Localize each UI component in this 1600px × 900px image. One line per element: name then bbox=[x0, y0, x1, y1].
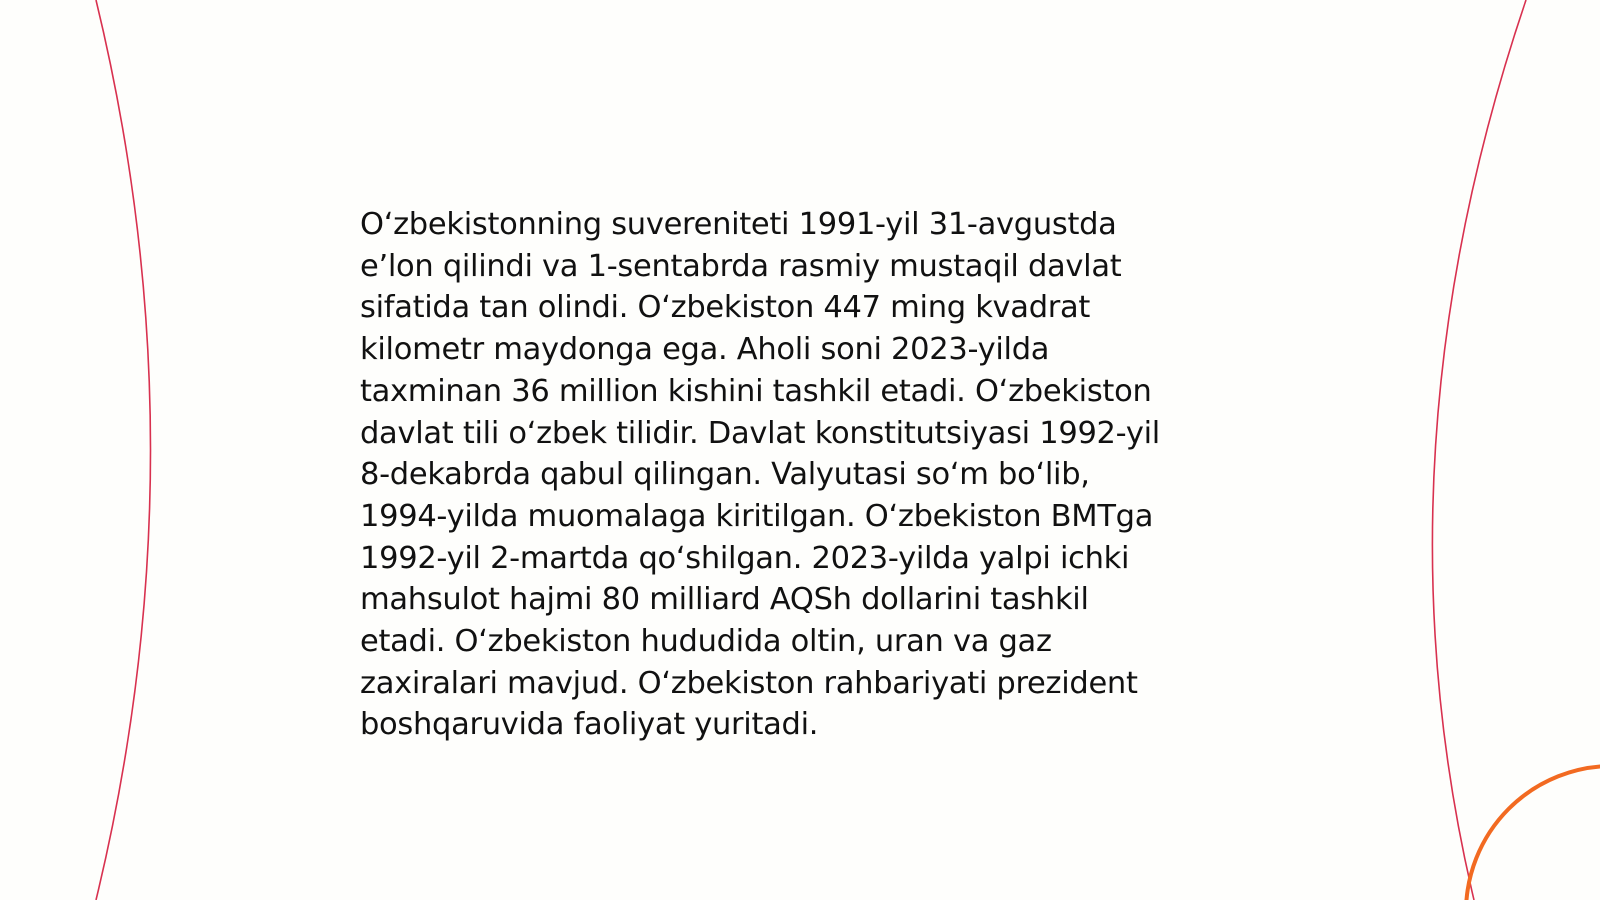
body-line-6: davlat tili o‘zbek tilidir. Davlat konstitutsiyasi 1992-yil bbox=[360, 415, 1160, 451]
orange-circle-outline bbox=[1466, 766, 1600, 900]
body-line-10: mahsulot hajmi 80 milliard AQSh dollarini tashkil bbox=[360, 582, 1089, 618]
body-line-2: e’lon qilindi va 1-sentabrda rasmiy mustaqil davlat bbox=[360, 248, 1122, 284]
left-arc-line bbox=[96, 0, 151, 900]
body-line-12: zaxiralari mavjud. O‘zbekiston rahbariyati prezident bbox=[360, 665, 1138, 701]
body-line-8: 1994-yilda muomalaga kiritilgan. O‘zbekiston BMTga bbox=[360, 498, 1154, 534]
right-arc-line bbox=[1432, 0, 1526, 900]
body-line-7: 8-dekabrda qabul qilingan. Valyutasi so‘m bo‘lib, bbox=[360, 457, 1090, 493]
body-line-1: O‘zbekistonning suvereniteti 1991-yil 31-avgustda bbox=[360, 207, 1117, 242]
body-line-11: etadi. O‘zbekiston hududida oltin, uran va gaz bbox=[360, 624, 1052, 660]
body-line-4: kilometr maydonga ega. Aholi soni 2023-yilda bbox=[360, 332, 1050, 368]
slide-body-text bbox=[360, 204, 1240, 746]
body-line-5: taxminan 36 million kishini tashkil etadi. O‘zbekiston bbox=[360, 373, 1152, 409]
body-line-3: sifatida tan olindi. O‘zbekiston 447 ming kvadrat bbox=[360, 290, 1091, 326]
body-line-13: boshqaruvida faoliyat yuritadi. bbox=[360, 707, 819, 743]
body-line-9: 1992-yil 2-martda qo‘shilgan. 2023-yilda yalpi ichki bbox=[360, 540, 1130, 576]
